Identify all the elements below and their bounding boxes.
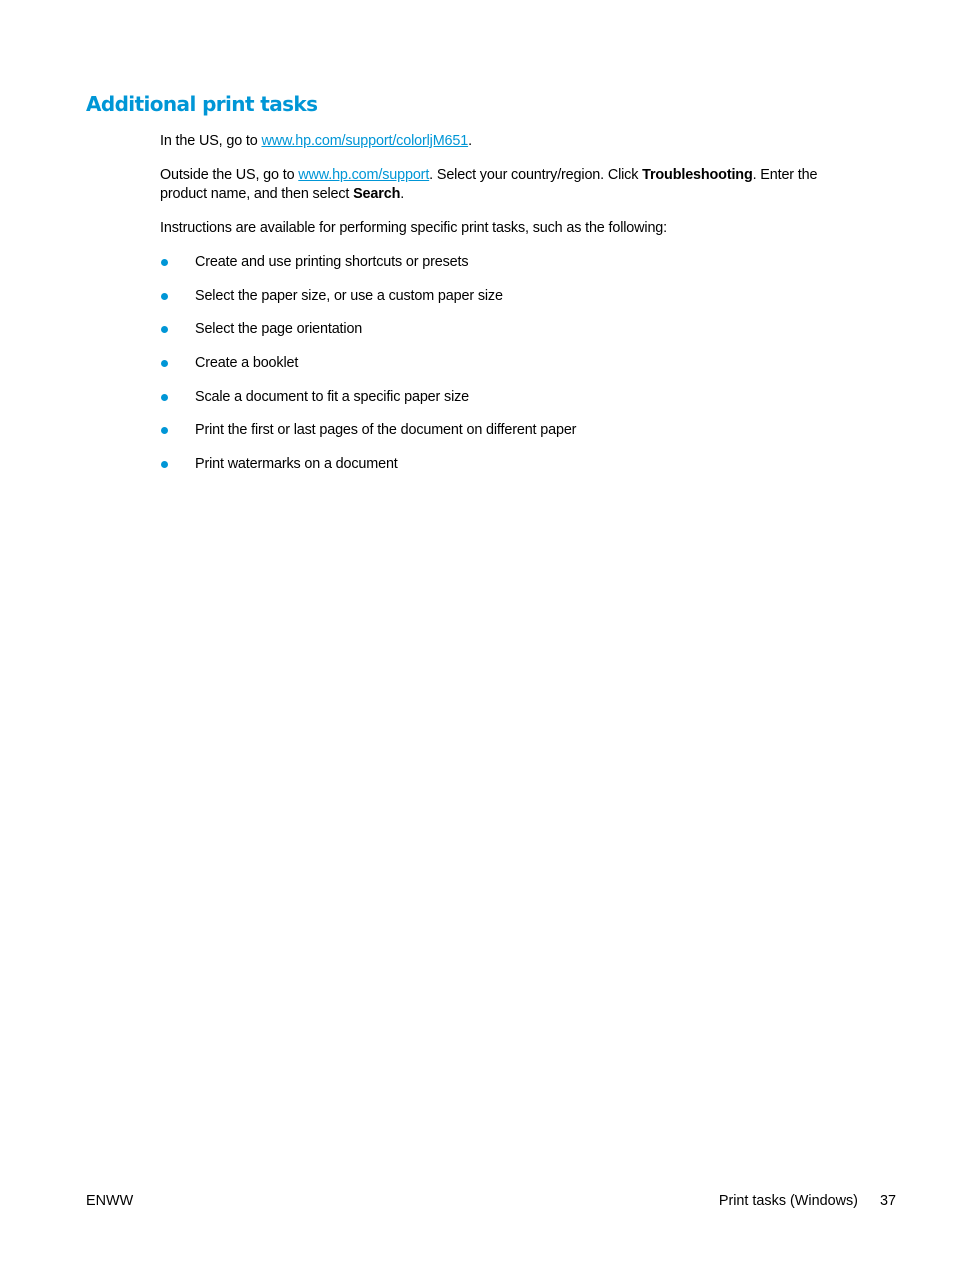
outside-us-support-paragraph <box>160 166 860 204</box>
section-heading: Additional print tasks <box>86 92 318 116</box>
troubleshooting-label: Troubleshooting <box>642 167 753 183</box>
list-item <box>160 354 576 388</box>
footer-language-code: ENWW <box>86 1193 134 1209</box>
list-item <box>160 388 576 422</box>
search-label: Search <box>353 186 401 202</box>
list-item-text: Scale a document to fit a specific paper size <box>195 388 470 405</box>
outside-us-period: . <box>400 186 405 202</box>
us-support-text: In the US, go to <box>160 133 262 149</box>
list-item-text: Create a booklet <box>195 355 299 372</box>
list-item-text: Create and use printing shortcuts or presets <box>195 254 469 270</box>
footer-page-info <box>719 1192 896 1211</box>
list-item <box>160 287 576 321</box>
bullet-icon <box>161 293 168 300</box>
outside-us-text-2: . Select your country/region. Click <box>429 167 643 183</box>
footer-section-title: Print tasks (Windows) <box>718 1193 858 1209</box>
us-support-link[interactable]: www.hp.com/support/colorljM651 <box>261 133 469 149</box>
list-item-text: Select the paper size, or use a custom paper size <box>195 287 503 304</box>
us-support-paragraph <box>160 132 860 151</box>
outside-us-text: Outside the US, go to <box>160 167 299 183</box>
bullet-icon <box>161 461 168 468</box>
list-item <box>160 253 576 287</box>
list-item-text: Print watermarks on a document <box>195 456 398 473</box>
instructions-intro: Instructions are available for performing specific print tasks, such as the following: <box>160 220 668 236</box>
list-item <box>160 455 576 489</box>
list-item <box>160 421 576 455</box>
print-tasks-list <box>160 253 576 489</box>
bullet-icon <box>161 394 168 401</box>
bullet-icon <box>161 360 168 367</box>
bullet-icon <box>161 326 168 333</box>
list-item <box>160 320 576 354</box>
outside-us-text-3: . Enter the product name, and then select <box>160 167 818 202</box>
list-item-text: Print the first or last pages of the document on different paper <box>195 422 577 439</box>
support-link[interactable]: www.hp.com/support <box>298 167 430 183</box>
list-item-text: Select the page orientation <box>195 321 363 338</box>
us-support-period: . <box>468 133 472 149</box>
bullet-icon <box>161 259 168 266</box>
page-number: 37 <box>879 1193 896 1209</box>
bullet-icon <box>161 427 168 434</box>
